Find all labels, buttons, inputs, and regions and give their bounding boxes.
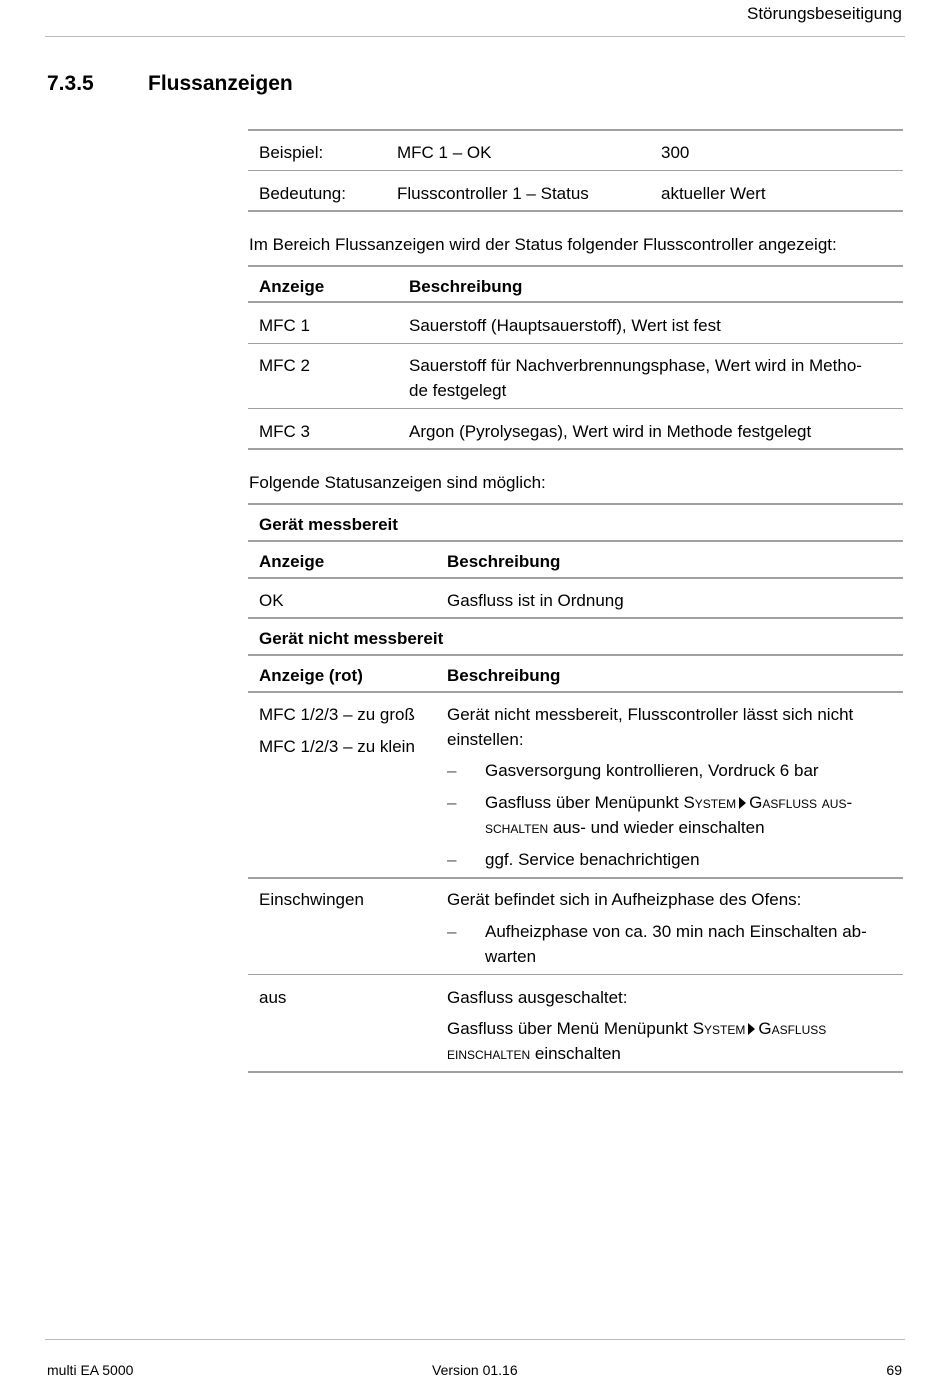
cell-text: Gasfluss über Menü Menüpunkt [447,1019,693,1038]
table-cell: Einschwingen [259,890,364,909]
table-rule [248,540,903,542]
table-rule [248,448,903,450]
table-cell: Gerät nicht messbereit, Flusscontroller lässt sich nicht [447,705,854,724]
menu-path: Gasfluss aus- [749,793,853,812]
table-rule [248,343,903,344]
table-cell [447,1016,826,1041]
column-header: Beschreibung [447,666,561,685]
table-rule [248,408,903,409]
meaning-label: Bedeutung: [259,184,346,203]
meaning-number: aktueller Wert [661,184,766,203]
status-intro: Folgende Statusanzeigen sind möglich: [249,473,546,492]
menu-path: System [692,1019,746,1038]
menu-path: System [683,793,737,812]
table-rule [248,210,903,212]
list-item: warten [485,947,537,966]
list-item: ggf. Service benachrichtigen [485,850,700,869]
column-header: Beschreibung [447,552,561,571]
footer-product: multi EA 5000 [47,1362,134,1378]
menu-arrow-icon [748,1023,755,1035]
table-cell: aus [259,988,287,1007]
menu-path: schalten [485,818,549,837]
list-dash: – [447,922,457,941]
table-rule [248,617,903,619]
table-cell: OK [259,591,284,610]
list-item [485,815,765,840]
menu-arrow-icon [739,797,746,809]
table-cell: MFC 1/2/3 – zu klein [259,737,415,756]
table-cell: MFC 3 [259,422,310,441]
column-header: Anzeige (rot) [259,666,363,685]
example-number: 300 [661,143,690,162]
list-dash: – [447,850,457,869]
footer-version: Version 01.16 [432,1362,518,1378]
table-rule [248,129,903,131]
table-rule [248,577,903,579]
table-rule [248,877,903,879]
table-cell: MFC 1 [259,316,310,335]
table-cell: Sauerstoff (Hauptsauerstoff), Wert ist fest [409,316,721,335]
table-cell: MFC 2 [259,356,310,375]
table-rule [248,691,903,693]
example-label: Beispiel: [259,143,324,162]
column-header: Beschreibung [409,277,523,296]
list-item-text: aus- und wieder einschalten [548,818,765,837]
footer-rule [45,1339,905,1340]
list-item: Aufheizphase von ca. 30 min nach Einschalten ab- [485,922,867,941]
list-item [485,790,852,815]
table-cell: de festgelegt [409,381,507,400]
section-title: Flussanzeigen [148,72,293,95]
table-rule [248,301,903,303]
menu-path: einschalten [447,1044,531,1063]
table-cell: Argon (Pyrolysegas), Wert wird in Methode festgelegt [409,422,812,441]
meaning-value: Flusscontroller 1 – Status [397,184,589,203]
table-cell: Sauerstoff für Nachverbrennungsphase, Wert wird in Metho- [409,356,862,375]
list-item: Gasversorgung kontrollieren, Vordruck 6 bar [485,761,819,780]
cell-text: einschalten [530,1044,621,1063]
list-dash: – [447,761,457,780]
page-number: 69 [886,1362,902,1378]
column-header: Anzeige [259,552,325,571]
group-title: Gerät nicht messbereit [259,629,444,648]
table-rule [248,503,903,505]
menu-path: Gasfluss [758,1019,827,1038]
table-rule [248,1071,903,1073]
table-cell: Gerät befindet sich in Aufheizphase des Ofens: [447,890,802,909]
example-value: MFC 1 – OK [397,143,492,162]
running-header: Störungsbeseitigung [746,4,902,23]
table-cell [447,1041,621,1066]
table-cell: Gasfluss ausgeschaltet: [447,988,628,1007]
list-dash: – [447,793,457,812]
column-header: Anzeige [259,277,325,296]
group-title: Gerät messbereit [259,515,398,534]
intro-text: Im Bereich Flussanzeigen wird der Status folgender Flusscontroller angezeigt: [249,235,837,254]
section-number: 7.3.5 [47,72,94,95]
table-rule [248,170,903,171]
header-rule [45,36,905,37]
table-cell: einstellen: [447,730,524,749]
list-item-text: Gasfluss über Menüpunkt [485,793,684,812]
table-rule [248,654,903,656]
table-cell: MFC 1/2/3 – zu groß [259,705,415,724]
table-rule [248,265,903,267]
table-cell: Gasfluss ist in Ordnung [447,591,624,610]
table-rule [248,974,903,975]
